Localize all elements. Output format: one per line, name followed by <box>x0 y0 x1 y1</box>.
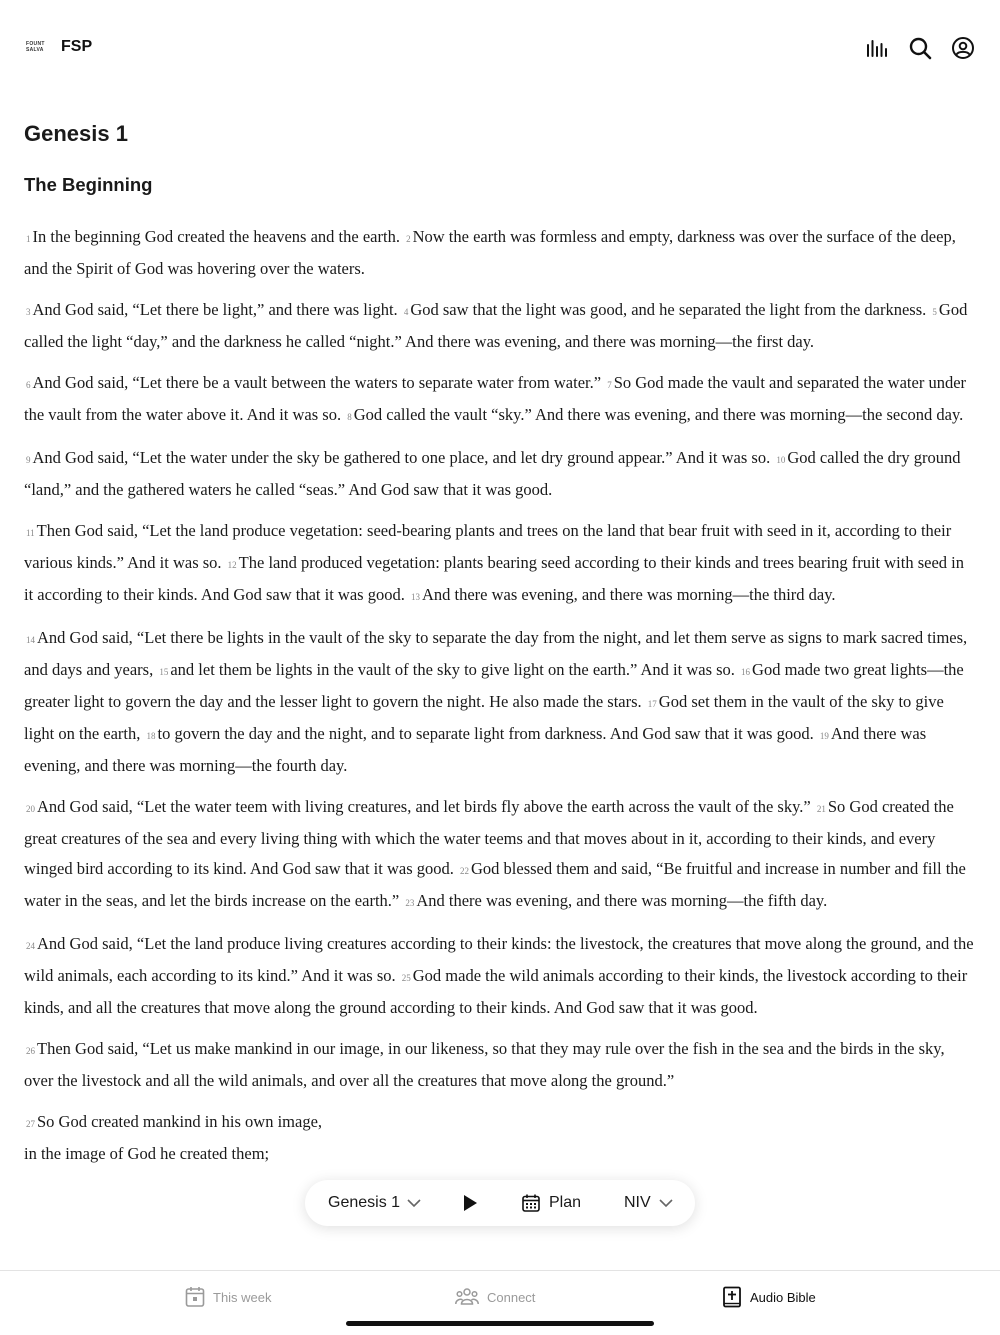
verse-number: 9 <box>26 455 31 465</box>
app-header <box>0 0 1000 96</box>
verse-number: 2 <box>406 234 411 244</box>
plan-label: Plan <box>549 1194 582 1211</box>
verse-number: 10 <box>776 455 786 465</box>
chapter-title: Genesis 1 <box>24 121 128 146</box>
calendar-icon <box>185 1286 205 1308</box>
play-button[interactable] <box>462 1180 478 1226</box>
verse-number: 12 <box>227 560 237 570</box>
home-indicator <box>346 1321 654 1326</box>
audio-player-bar <box>305 1180 695 1226</box>
section-title: The Beginning <box>24 174 153 195</box>
tab-audio-bible[interactable] <box>722 1283 816 1311</box>
paragraph <box>24 929 976 1023</box>
verse-text[interactable]: God saw that the light was good, and he separated the light from the darkness. <box>410 300 927 319</box>
verse-number: 16 <box>741 667 751 677</box>
chevron-down-icon <box>659 1198 673 1208</box>
brand-name: FSP <box>61 38 93 55</box>
verse-number: 22 <box>460 866 469 876</box>
verse-text[interactable]: to govern the day and the night, and to separate light from darkness. And God saw that it was good. <box>157 724 814 743</box>
verse-number: 3 <box>26 307 31 317</box>
verse-text[interactable]: So God made the vault and separated the water under the vault from the water above it. And it was so. <box>24 373 967 424</box>
bible-icon <box>722 1286 742 1308</box>
verse-text[interactable]: And there was evening, and there was morning—the fourth day. <box>24 724 927 775</box>
verse-number: 20 <box>26 804 35 814</box>
chapter-selector[interactable] <box>328 1180 421 1226</box>
paragraph <box>24 295 976 357</box>
verse-number: 21 <box>816 804 826 814</box>
verse-number: 4 <box>403 307 409 317</box>
verse-number: 8 <box>347 412 352 422</box>
verse-text[interactable]: In the beginning God created the heavens and the earth. <box>32 227 400 246</box>
verse-text[interactable]: The land produced vegetation: plants bearing seed according to their kinds and trees bearing fruit with seed in it according to their kinds. And God saw that it was good. <box>24 553 964 604</box>
verse-text[interactable]: God called the dry ground “land,” and the gathered waters he called “seas.” And God saw that it was good. <box>24 448 961 499</box>
verse-number: 11 <box>26 528 35 538</box>
verse-text[interactable]: And God said, “Let there be a vault between the waters to separate water from water.” <box>32 373 602 392</box>
verse-text[interactable]: And God said, “Let the water teem with living creatures, and let birds fly above the earth across the vault of the sky.” <box>37 797 811 816</box>
chapter-selector-label: Genesis 1 <box>328 1194 401 1211</box>
verse-number: 18 <box>146 731 156 741</box>
paragraph <box>24 1034 976 1096</box>
verse-number: 6 <box>26 380 31 390</box>
verse-text[interactable]: So God created the great creatures of the sea and every living thing with which the water teems and that moves about in it, according to their kinds, and every winged bird according to its kind. And God saw that it was good. <box>24 797 954 878</box>
verse-text[interactable]: God called the vault “sky.” And there was evening, and there was morning—the second day. <box>353 405 964 424</box>
tab-label: This week <box>213 1289 272 1305</box>
verse-text[interactable]: And there was evening, and there was morning—the fifth day. <box>416 891 828 910</box>
paragraph <box>24 516 976 612</box>
verse-text[interactable]: Then God said, “Let us make mankind in our image, in our likeness, so that they may rule over the fish in the sea and the birds in the sky, over the livestock and all the wild animals, and over all the creatures that move along the ground.” <box>24 1039 945 1090</box>
verse-number: 5 <box>932 307 937 317</box>
poetry-line <box>24 1139 976 1169</box>
version-selector[interactable] <box>624 1180 673 1226</box>
verse-text[interactable]: And God said, “Let the land produce living creatures according to their kinds: the livestock, the creatures that move along the ground, and the wild animals, each according to its kind.” And it was so. <box>24 934 974 985</box>
logo[interactable] <box>26 41 48 53</box>
audio-bars-icon[interactable] <box>865 36 889 60</box>
verse-number: 23 <box>405 898 415 908</box>
search-icon[interactable] <box>908 36 932 60</box>
verse-number: 15 <box>159 667 169 677</box>
poetry-line <box>24 1107 976 1139</box>
passage <box>24 222 976 1169</box>
verse-text[interactable]: And God said, “Let the water under the sky be gathered to one place, and let dry ground appear.” And it was so. <box>32 448 771 467</box>
verse-text[interactable]: God blessed them and said, “Be fruitful and increase in number and fill the water in the seas, and let the birds increase on the earth.” <box>24 859 966 910</box>
paragraph <box>24 792 976 918</box>
verse-number: 19 <box>819 731 829 741</box>
verse-number: 25 <box>401 973 411 983</box>
verse-text[interactable]: God made the wild animals according to their kinds, the livestock according to their kinds, and all the creatures that move along the ground according to their kinds. And God saw that it was good. <box>24 966 968 1017</box>
logo-line-1: FOUNT <box>26 41 45 47</box>
verse-text[interactable]: And God said, “Let there be light,” and there was light. <box>32 300 398 319</box>
account-icon[interactable] <box>951 36 975 60</box>
verse-number: 13 <box>410 592 420 602</box>
logo-line-2: SALVA <box>26 47 44 53</box>
plan-button[interactable] <box>521 1180 581 1226</box>
verse-text[interactable]: Now the earth was formless and empty, darkness was over the surface of the deep, and the Spirit of God was hovering over the waters. <box>24 227 956 278</box>
verse-number: 17 <box>647 699 657 709</box>
verse-text[interactable]: So God created mankind in his own image, <box>37 1112 323 1131</box>
paragraph <box>24 222 976 284</box>
chapter-content <box>24 110 976 1169</box>
verse-number: 24 <box>26 941 35 951</box>
verse-number: 14 <box>26 635 35 645</box>
verse-number: 26 <box>26 1046 35 1056</box>
people-icon <box>455 1287 479 1307</box>
verse-number: 27 <box>26 1119 35 1129</box>
tab-label: Connect <box>487 1289 536 1305</box>
paragraph <box>24 443 976 505</box>
verse-text[interactable]: in the image of God he created them; <box>24 1144 270 1163</box>
verse-text[interactable]: and let them be lights in the vault of the sky to give light on the earth.” And it was so. <box>170 660 735 679</box>
chevron-down-icon <box>407 1198 421 1208</box>
verse-number: 1 <box>26 234 31 244</box>
verse-text[interactable]: God set them in the vault of the sky to give light on the earth, <box>24 692 944 743</box>
verse-text[interactable]: God made two great lights—the greater light to govern the day and the lesser light to govern the night. He also made the stars. <box>24 660 964 711</box>
verse-text[interactable]: God called the light “day,” and the darkness he called “night.” And there was evening, and there was morning—the first day. <box>24 300 968 351</box>
paragraph <box>24 623 976 781</box>
version-label: NIV <box>624 1194 651 1211</box>
verse-text[interactable]: And there was evening, and there was morning—the third day. <box>421 585 836 604</box>
tab-this-week[interactable] <box>185 1283 272 1311</box>
verse-number: 7 <box>607 380 612 390</box>
calendar-icon <box>521 1193 541 1213</box>
verse-text[interactable]: And God said, “Let there be lights in the vault of the sky to separate the day from the night, and let them serve as signs to mark sacred times, and days and years, <box>24 628 968 679</box>
tab-connect[interactable] <box>455 1283 535 1311</box>
paragraph <box>24 368 976 432</box>
tab-label: Audio Bible <box>750 1289 816 1305</box>
play-icon <box>462 1194 478 1212</box>
verse-text[interactable]: Then God said, “Let the land produce vegetation: seed-bearing plants and trees on the land that bear fruit with seed in it, according to their various kinds.” And it was so. <box>24 521 952 572</box>
